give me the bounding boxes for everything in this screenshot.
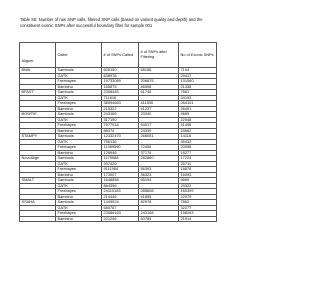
cell-snps-called: 756136 [102,139,139,145]
cell-caller: Freebayes [56,79,102,85]
cell-caller: Samtools [56,112,102,118]
cell-exonic-snps: 32277 [179,205,217,211]
cell-snps-filtered: 36323 [139,172,179,178]
cell-caller: Samtools [56,200,102,206]
cell-caller: Freebayes [56,211,102,217]
cell-snps-called: 11389560 [102,145,139,151]
cell-exonic-snps: 264101 [179,101,217,107]
cell-exonic-snps: 22079 [179,194,217,200]
cell-snps-called: 221246 [102,216,139,222]
cell-snps-called: 605150 [102,68,139,74]
cell-aligner: STAMPY [20,134,56,140]
cell-snps-filtered: 56393 [139,167,179,173]
cell-snps-filtered: - [139,183,179,189]
cell-exonic-snps: 20058 [179,145,217,151]
cell-snps-filtered: 72456 [139,145,179,151]
cell-exonic-snps: 21338 [179,84,217,90]
header-exonic-snps: No of Exonic SNPs [179,43,217,68]
header-snps-filtered: # of SNPs after Filtering [139,43,179,68]
cell-exonic-snps: 17224 [179,156,217,162]
cell-snps-filtered: 206875 [139,79,179,85]
cell-snps-called: 711616 [102,95,139,101]
cell-snps-filtered: 94017 [139,123,179,129]
cell-exonic-snps: 158263 [179,211,217,217]
cell-snps-filtered: 411530 [139,101,179,107]
cell-exonic-snps: 51496 [179,123,217,129]
cell-caller: Samtools [56,90,102,96]
cell-exonic-snps: 35432 [179,139,217,145]
cell-exonic-snps: 9669 [179,112,217,118]
cell-snps-filtered: 266051 [139,134,179,140]
cell-snps-called: 7677918 [102,123,139,129]
cell-snps-filtered: 65194 [139,178,179,184]
table-header-row [20,43,217,68]
cell-exonic-snps: 34193 [179,95,217,101]
cell-exonic-snps: 21914 [179,216,217,222]
cell-snps-filtered: 285608 [139,189,179,195]
cell-snps-called: 88374 [102,128,139,134]
cell-snps-filtered: - [139,139,179,145]
header-caller: Caller [56,43,102,68]
table-caption: Table S5: Number of raw SNP calls, filtered SNP calls (based on variant quality and depth) and the constituent exonic SNPs after successful boundary filter for sample 001 [20,17,203,28]
cell-snps-called: 864396 [102,183,139,189]
cell-snps-filtered: 40785 [139,216,179,222]
cell-snps-called: 12332470 [102,134,139,140]
cell-aligner: SSAHA [20,200,56,206]
cell-snps-filtered: - [139,73,179,79]
cell-snps-called: 126946 [102,150,139,156]
cell-caller: GATK [56,117,102,123]
cell-snps-called: 23086163 [102,211,139,217]
cell-snps-filtered: - [139,205,179,211]
cell-caller: Bambino [56,84,102,90]
cell-snps-called: 1445524 [102,200,139,206]
cell-exonic-snps: 18277 [179,150,217,156]
cell-exonic-snps: 26491 [179,106,217,112]
cell-snps-called: 1179988 [102,156,139,162]
cell-snps-called: 19733089 [102,79,139,85]
cell-snps-filtered: 24339 [139,128,179,134]
cell-snps-called: 24110183 [102,189,139,195]
cell-snps-called: 1648858 [102,178,139,184]
cell-exonic-snps: 165399 [179,189,217,195]
cell-snps-called: 38094663 [102,101,139,107]
cell-caller: Freebayes [56,123,102,129]
cell-aligner [20,216,56,222]
cell-snps-filtered: 243108 [139,211,179,217]
cell-snps-filtered: 23340 [139,112,179,118]
cell-caller: Bambino [56,194,102,200]
cell-caller: Samtools [56,68,102,74]
cell-exonic-snps: 22048 [179,117,217,123]
cell-exonic-snps: 14116 [179,134,217,140]
cell-exonic-snps: 15662 [179,128,217,134]
cell-snps-called: 680767 [102,205,139,211]
cell-caller: Samtools [56,134,102,140]
cell-snps-filtered: - [139,117,179,123]
cell-snps-called: 173007 [102,172,139,178]
cell-snps-called: 215322 [102,106,139,112]
cell-aligner: BWA [20,68,56,74]
cell-caller: GATK [56,183,102,189]
cell-snps-filtered: 282860 [139,156,179,162]
cell-snps-filtered: - [139,161,179,167]
cell-exonic-snps: 29417 [179,73,217,79]
cell-snps-filtered: 41237 [139,106,179,112]
cell-caller: Samtools [56,178,102,184]
cell-aligner: BFAST [20,90,56,96]
cell-exonic-snps: 7661 [179,90,217,96]
cell-snps-called: 214446 [102,194,139,200]
table-body [20,68,217,222]
cell-snps-called: 165875 [102,84,139,90]
cell-caller: Samtools [56,156,102,162]
cell-exonic-snps: 131060 [179,79,217,85]
snp-calls-table [19,42,217,222]
cell-caller: GATK [56,95,102,101]
cell-snps-called: 937420 [102,161,139,167]
cell-exonic-snps: 18878 [179,167,217,173]
cell-caller: GATK [56,139,102,145]
cell-caller: GATK [56,73,102,79]
cell-snps-called: 638976 [102,73,139,79]
cell-exonic-snps: 16093 [179,172,217,178]
cell-snps-called: 2308445 [102,90,139,96]
cell-exonic-snps: 7862 [179,200,217,206]
header-snps-called: # of SNPs Called [102,43,139,68]
cell-caller: Bambino [56,106,102,112]
header-aligner: Aligner [20,43,56,68]
cell-caller: Freebayes [56,101,102,107]
cell-caller: Bambino [56,216,102,222]
cell-snps-filtered: 58156 [139,68,179,74]
cell-caller: Bambino [56,128,102,134]
cell-aligner: SMALT [20,178,56,184]
cell-exonic-snps: 25711 [179,161,217,167]
cell-caller: Freebayes [56,189,102,195]
cell-snps-filtered: 46598 [139,84,179,90]
cell-caller: GATK [56,205,102,211]
cell-caller: Freebayes [56,145,102,151]
cell-snps-filtered: 61748 [139,90,179,96]
cell-caller: Freebayes [56,167,102,173]
cell-snps-called: 243165 [102,112,139,118]
cell-snps-called: 317190 [102,117,139,123]
table-row [20,216,217,222]
cell-caller: Bambino [56,150,102,156]
cell-exonic-snps: 5669 [179,178,217,184]
cell-snps-filtered: 41855 [139,194,179,200]
cell-exonic-snps: 7104 [179,68,217,74]
cell-snps-filtered: - [139,95,179,101]
cell-aligner: NovoAlign [20,156,56,162]
cell-snps-called: 9111984 [102,167,139,173]
cell-exonic-snps: 29322 [179,183,217,189]
cell-snps-filtered: 37176 [139,150,179,156]
cell-caller: Bambino [56,172,102,178]
cell-caller: GATK [56,161,102,167]
cell-snps-filtered: 82978 [139,200,179,206]
cell-aligner: BOWTIE [20,112,56,118]
